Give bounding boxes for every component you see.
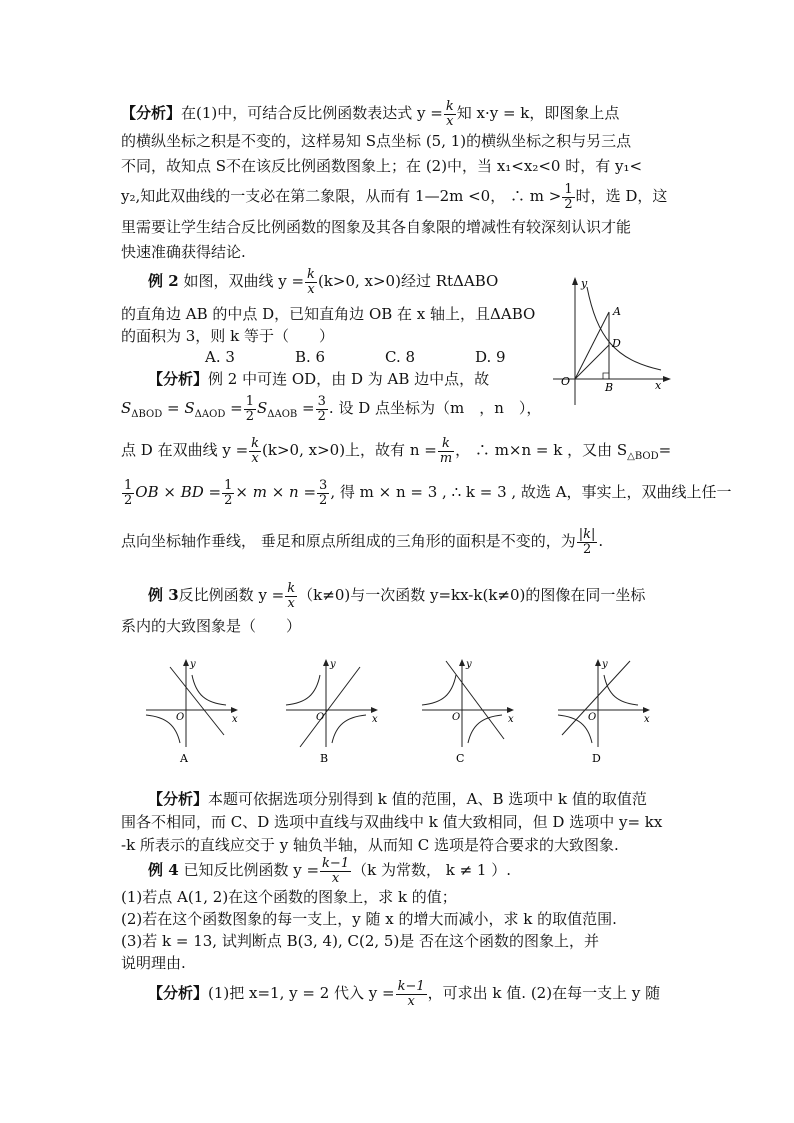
analysis2-line1: 【分析】例 2 中可连 OD，由 D 为 AB 边中点，故 bbox=[148, 370, 490, 388]
option-c: C. 8 bbox=[385, 348, 416, 366]
fig-d-label: D bbox=[612, 337, 621, 350]
graph-b bbox=[286, 659, 378, 765]
example2-line1: 例 2 如图，双曲线 y = $\frac{k}{x}$ (k>0, x>0)经过 RtΔABO bbox=[148, 267, 499, 297]
analysis3-label: 【分析】 bbox=[148, 790, 209, 808]
option-d: D. 9 bbox=[475, 348, 506, 366]
svg-text:y: y bbox=[190, 659, 196, 670]
analysis2-line2: $S_{\Delta BOD} = S_{\Delta AOD}$ = $\frac{1}{2}$ $S_{\Delta AOB}$ = $\frac{3}{2}$ . 设 D 点坐标为（m ，n ）， bbox=[121, 394, 542, 424]
analysis1-label: 【分析】 bbox=[121, 104, 182, 123]
analysis2-line4: $\frac{1}{2}$ OB × BD = $\frac{1}{2}$ × m × n = $\frac{3}{2}$ , 得 m × n = 3 , ∴ k = 3 , 故选 A，事实上，双曲线上任一 bbox=[124, 478, 732, 508]
example2-options bbox=[205, 348, 535, 367]
graph-d-label: D bbox=[592, 752, 601, 765]
example3-line1: 例 3反比例函数 y = $\frac{k}{x}$ （k≠0)与一次函数 y=kx-k(k≠0)的图像在同一坐标 bbox=[148, 581, 646, 611]
example4-q1: (1)若点 A(1, 2)在这个函数的图象上，求 k 的值； bbox=[121, 888, 457, 906]
analysis3-line1: 【分析】本题可依据选项分别得到 k 值的范围，A、B 选项中 k 值的取值范 bbox=[148, 790, 647, 808]
graph-d bbox=[558, 659, 650, 765]
svg-text:x: x bbox=[644, 714, 650, 725]
analysis2-line3: 点 D 在双曲线 y = $\frac{k}{x}$ (k>0, x>0)上，故有 n = $\frac{k}{m}$ ， ∴ m×n = k ，又由 $S_{\triangle BOD}=$ bbox=[121, 436, 672, 466]
svg-text:x: x bbox=[372, 714, 378, 725]
fraction: $\frac{k}{x}$ bbox=[445, 99, 454, 129]
svg-text:y: y bbox=[602, 659, 608, 670]
analysis3-line2: 围各不相同，而 C、D 选项中直线与双曲线中 k 值大致相同，但 D 选项中 y= kx bbox=[121, 813, 663, 831]
fraction: $\frac{k-1}{x}$ bbox=[322, 856, 350, 886]
analysis1-line6: 快速准确获得结论. bbox=[121, 243, 246, 261]
analysis2-line5: 点向坐标轴作垂线， 垂足和原点所组成的三角形的面积是不变的，为 $\frac{|k|}{2}$ . bbox=[121, 527, 604, 557]
analysis1-line1: 【分析】在(1)中，可结合反比例函数表达式 y = $\frac{k}{x}$ 知 x·y = k，即图象上点 bbox=[121, 99, 620, 129]
fraction: $\frac{1}{2}$ bbox=[564, 182, 573, 212]
example4-q3a: (3)若 k = 13, 试判断点 B(3, 4), C(2, 5)是 否在这个函数的图象上，并 bbox=[121, 932, 600, 950]
analysis2-label: 【分析】 bbox=[148, 370, 209, 388]
fig-y-label: y bbox=[581, 277, 588, 290]
svg-text:y: y bbox=[330, 659, 336, 670]
fraction: $\frac{1}{2}$ bbox=[224, 478, 233, 508]
analysis1-line5: 里需要让学生结合反比例函数的图象及其各自象限的增减性有较深刻认识才能 bbox=[121, 218, 632, 236]
graph-a-label: A bbox=[180, 752, 188, 765]
example3-graphs bbox=[140, 655, 660, 765]
fig-x-label: x bbox=[655, 379, 662, 392]
example2-line3: 的面积为 3，则 k 等于（ ） bbox=[121, 327, 334, 345]
example3-line2: 系内的大致图象是（ ） bbox=[121, 617, 302, 635]
example2-figure bbox=[545, 275, 675, 410]
analysis1-line2: 的横纵坐标之积是不变的，这样易知 S点坐标 (5, 1)的横纵坐标之积与另三点 bbox=[121, 132, 632, 150]
analysis1-line3: 不同，故知点 S不在该反比例函数图象上；在 (2)中，当 x₁<x₂<0 时，有 y₁< bbox=[121, 157, 643, 175]
fraction: $\frac{1}{2}$ bbox=[245, 394, 254, 424]
example4-line1: 例 4 已知反比例函数 y = $\frac{k-1}{x}$ （k 为常数， k ≠ 1 ）. bbox=[148, 856, 511, 886]
svg-text:y: y bbox=[466, 659, 472, 670]
analysis1-line4: y₂,知此双曲线的一支必在第二象限，从而有 1—2m <0， ∴ m > $\frac{1}{2}$ 时，选 D，这 bbox=[121, 182, 668, 212]
svg-text:O: O bbox=[452, 712, 461, 723]
graph-a bbox=[146, 659, 238, 765]
graph-c bbox=[422, 659, 514, 765]
svg-text:O: O bbox=[588, 712, 597, 723]
fraction: $\frac{3}{2}$ bbox=[317, 394, 326, 424]
svg-text:x: x bbox=[508, 714, 514, 725]
fraction: $\frac{k}{x}$ bbox=[251, 436, 260, 466]
graph-c-label: C bbox=[456, 752, 465, 765]
analysis4-label: 【分析】 bbox=[148, 984, 209, 1003]
fraction: $\frac{k}{x}$ bbox=[307, 267, 315, 297]
fraction: $\frac{1}{2}$ bbox=[124, 478, 133, 508]
svg-text:O: O bbox=[176, 712, 185, 723]
example4-q3b: 说明理由. bbox=[121, 954, 186, 972]
option-a: A. 3 bbox=[205, 348, 235, 366]
graph-b-label: B bbox=[320, 752, 329, 765]
option-b: B. 6 bbox=[295, 348, 326, 366]
fig-o-label: O bbox=[561, 375, 571, 388]
example2-label: 例 2 bbox=[148, 272, 179, 291]
example4-q2: (2)若在这个函数图象的每一支上，y 随 x 的增大而减小，求 k 的取值范围. bbox=[121, 910, 617, 928]
example3-label: 例 3 bbox=[148, 586, 179, 605]
analysis4-line1: 【分析】(1)把 x=1, y = 2 代入 y = $\frac{k-1}{x}$ ，可求出 k 值. (2)在每一支上 y 随 bbox=[148, 979, 661, 1009]
fraction: $\frac{k-1}{x}$ bbox=[397, 979, 425, 1009]
svg-text:x: x bbox=[232, 714, 238, 725]
fraction: $\frac{k}{x}$ bbox=[287, 581, 296, 611]
fraction: $\frac{3}{2}$ bbox=[319, 478, 328, 508]
example4-label: 例 4 bbox=[148, 861, 179, 880]
analysis3-line3: -k 所表示的直线应交于 y 轴负半轴，从而知 C 选项是符合要求的大致图象. bbox=[121, 836, 619, 854]
fig-b-label: B bbox=[605, 381, 614, 394]
fraction: $\frac{k}{m}$ bbox=[439, 436, 453, 466]
svg-text:O: O bbox=[316, 712, 325, 723]
fig-a-label: A bbox=[613, 305, 621, 318]
example2-line2: 的直角边 AB 的中点 D，已知直角边 OB 在 x 轴上，且ΔABO bbox=[121, 305, 536, 323]
fraction: $\frac{|k|}{2}$ bbox=[578, 527, 596, 557]
